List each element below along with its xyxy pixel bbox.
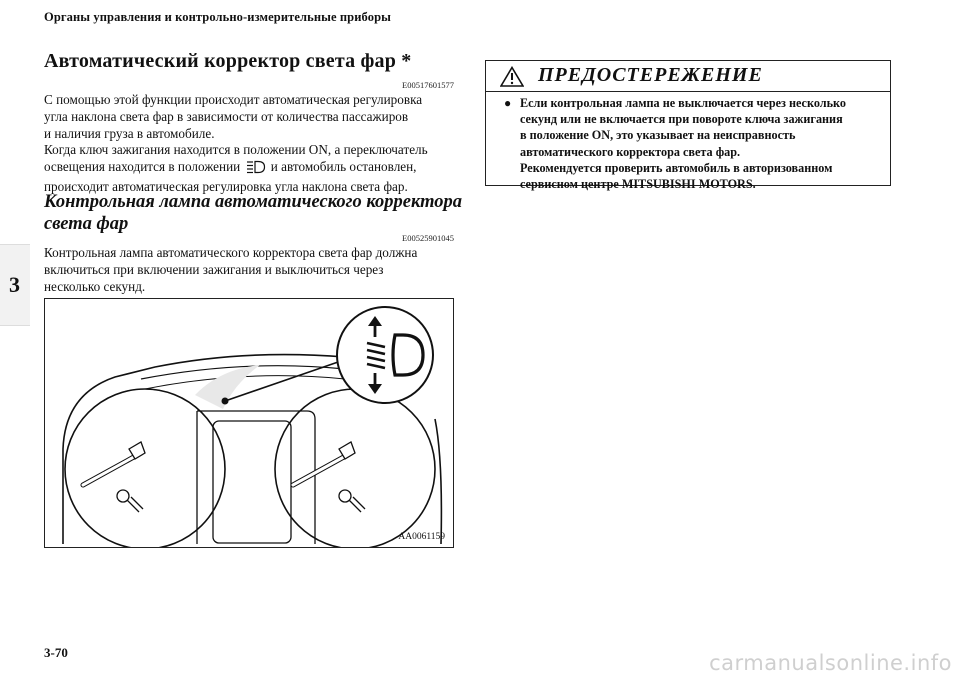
text-line: Контрольная лампа автоматического корректора света фар должна bbox=[44, 245, 418, 260]
page-number: 3-70 bbox=[44, 645, 68, 660]
title-line: света фар bbox=[44, 214, 129, 234]
section1-body bbox=[44, 92, 464, 196]
warning-box bbox=[485, 60, 891, 192]
instrument-cluster-figure bbox=[44, 298, 454, 548]
text-line: Если контрольная лампа не выключается через несколько bbox=[520, 96, 846, 110]
instrument-cluster-illustration bbox=[45, 299, 453, 547]
figure-code: AA0061159 bbox=[398, 532, 445, 542]
text-line: Рекомендуется проверить автомобиль в авторизованном bbox=[520, 160, 833, 175]
warning-triangle-icon bbox=[500, 66, 524, 92]
text-line: автоматического корректора света фар. bbox=[520, 144, 741, 159]
text-line: включиться при включении зажигания и выключиться через bbox=[44, 261, 384, 277]
section-code: E00517601577 bbox=[402, 80, 454, 90]
running-header: Органы управления и контрольно-измерительные приборы bbox=[44, 10, 391, 24]
text-line: в положение ON, это указывает на неисправность bbox=[520, 128, 796, 143]
text-line: Когда ключ зажигания находится в положении ON, а переключатель bbox=[44, 142, 428, 158]
text-fragment: и автомобиль остановлен, bbox=[270, 159, 417, 175]
text-fragment: освещения находится в положении bbox=[44, 159, 241, 175]
text-line: С помощью этой функции происходит автоматическая регулировка bbox=[44, 92, 423, 107]
section-title-auto-leveling: Автоматический корректор света фар * bbox=[44, 50, 412, 72]
chapter-number: 3 bbox=[9, 272, 20, 297]
text-line: происходит автоматическая регулировка угла наклона света фар. bbox=[44, 178, 408, 194]
text-line: сервисном центре MITSUBISHI MOTORS. bbox=[520, 177, 756, 192]
text-line: и наличия груза в автомобиле. bbox=[44, 125, 215, 141]
text-line: несколько секунд. bbox=[44, 278, 146, 294]
text-line: угла наклона света фар в зависимости от количества пассажиров bbox=[44, 108, 409, 124]
section-title-indicator bbox=[44, 191, 464, 235]
watermark: carmanualsonline.info bbox=[709, 651, 952, 675]
headlight-switch-icon bbox=[246, 160, 266, 179]
title-line: Контрольная лампа автоматического корректора bbox=[44, 192, 462, 212]
bullet: ● bbox=[504, 96, 512, 110]
warning-title: ПРЕДОСТЕРЕЖЕНИЕ bbox=[538, 64, 763, 86]
text-line bbox=[44, 159, 464, 179]
warning-text bbox=[520, 95, 890, 192]
section-code: E00525901045 bbox=[402, 233, 454, 243]
text-line: секунд или не включается при повороте ключа зажигания bbox=[520, 112, 843, 127]
warning-header bbox=[486, 61, 890, 92]
section2-body bbox=[44, 245, 464, 295]
